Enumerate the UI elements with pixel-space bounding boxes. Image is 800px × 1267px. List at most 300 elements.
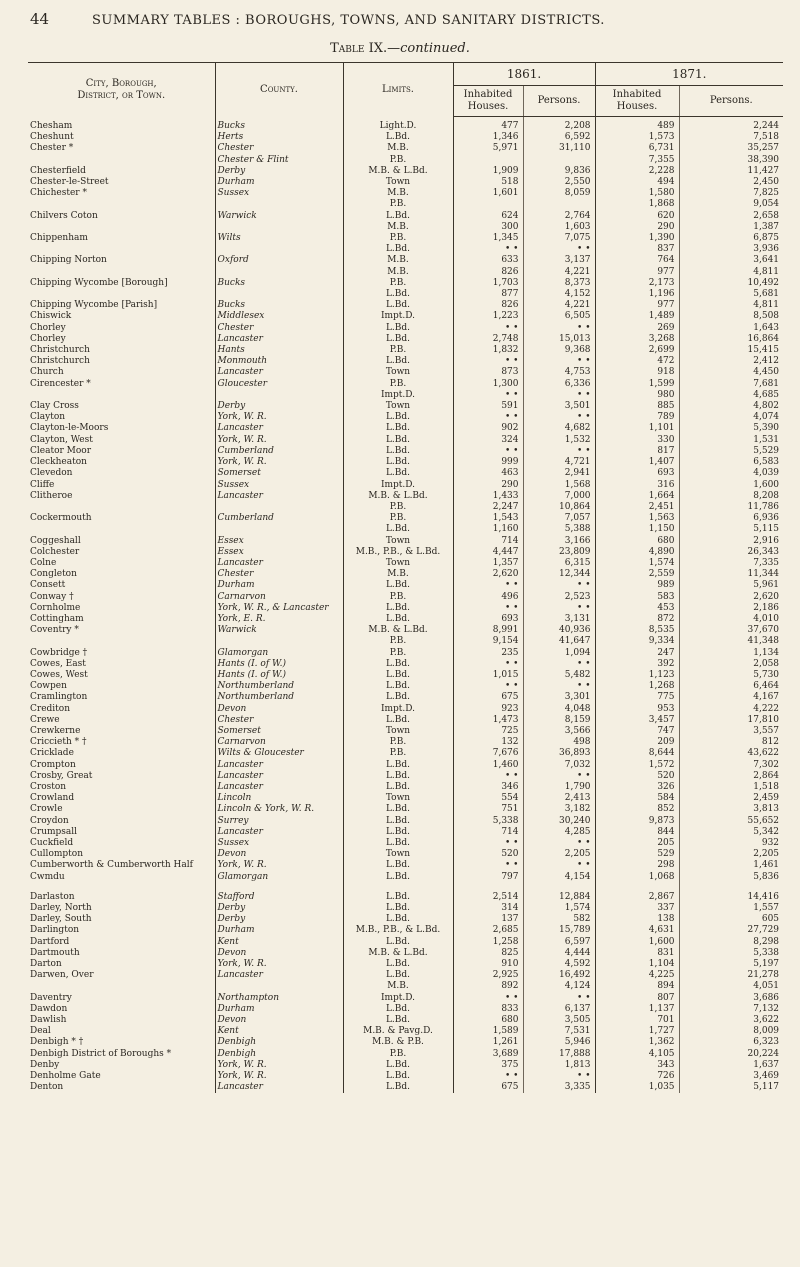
houses-1871-cell: 789 xyxy=(595,412,679,423)
place-cell: Chorley xyxy=(30,322,66,333)
houses-1861-cell: 999 xyxy=(453,457,523,468)
persons-1861-cell xyxy=(523,199,595,210)
houses-1861-cell: 9,154 xyxy=(453,636,523,647)
persons-1871-cell: 6,875 xyxy=(679,233,783,244)
persons-1871-cell: 5,529 xyxy=(679,446,783,457)
houses-1871-cell: 1,573 xyxy=(595,132,679,143)
persons-1861-cell: 1,813 xyxy=(523,1060,595,1071)
houses-1861-cell: 910 xyxy=(453,959,523,970)
persons-1871-cell: 4,167 xyxy=(679,692,783,703)
persons-1871-cell: 8,009 xyxy=(679,1026,783,1037)
county-cell: Monmouth xyxy=(215,356,343,367)
place-cell: Clayton-le-Moors xyxy=(30,423,109,434)
table-row xyxy=(28,289,783,300)
limits-cell: Town xyxy=(343,793,453,804)
county-cell: Essex xyxy=(215,547,343,558)
houses-1871-cell: 680 xyxy=(595,536,679,547)
houses-1861-cell: 7,676 xyxy=(453,748,523,759)
persons-1871-cell: 1,134 xyxy=(679,648,783,659)
persons-1861-cell: 1,790 xyxy=(523,782,595,793)
persons-1871-cell: 6,936 xyxy=(679,513,783,524)
limits-cell: L.Bd. xyxy=(343,1082,453,1093)
limits-cell: L.Bd. xyxy=(343,715,453,726)
persons-1861-cell: 3,301 xyxy=(523,692,595,703)
limits-cell: L.Bd. xyxy=(343,1015,453,1026)
table-row xyxy=(28,625,783,636)
houses-1871-cell: 620 xyxy=(595,211,679,222)
persons-1861-cell: 8,159 xyxy=(523,715,595,726)
houses-1871-cell: 701 xyxy=(595,1015,679,1026)
county-cell: Hants xyxy=(215,345,343,356)
persons-1861-cell: • • xyxy=(523,1071,595,1082)
limits-cell: L.Bd. xyxy=(343,334,453,345)
persons-1871-cell: 1,461 xyxy=(679,860,783,871)
houses-1861-cell: 1,015 xyxy=(453,670,523,681)
persons-1871-cell: 27,729 xyxy=(679,925,783,936)
houses-1861-cell: 2,620 xyxy=(453,569,523,580)
persons-1871-cell: 2,864 xyxy=(679,771,783,782)
table-row xyxy=(28,211,783,222)
table-row xyxy=(28,457,783,468)
houses-1871-cell: 520 xyxy=(595,771,679,782)
houses-1871-cell: 326 xyxy=(595,782,679,793)
persons-1861-cell: 3,131 xyxy=(523,614,595,625)
place-cell: Chiswick xyxy=(30,311,72,322)
county-cell: Lancaster xyxy=(215,491,343,502)
limits-cell: Town xyxy=(343,726,453,737)
houses-1871-cell: 831 xyxy=(595,948,679,959)
houses-1871-cell: 9,873 xyxy=(595,816,679,827)
houses-1871-cell: 1,664 xyxy=(595,491,679,502)
persons-1871-cell: 5,197 xyxy=(679,959,783,970)
table-row xyxy=(28,267,783,278)
persons-1861-cell: 4,048 xyxy=(523,704,595,715)
county-cell: Denbigh xyxy=(215,1037,343,1048)
persons-1861-cell: 4,285 xyxy=(523,827,595,838)
table-row xyxy=(28,816,783,827)
houses-1871-cell: 807 xyxy=(595,993,679,1004)
houses-1871-cell: 989 xyxy=(595,580,679,591)
persons-1871-cell: 38,390 xyxy=(679,155,783,166)
persons-1871-cell: 5,730 xyxy=(679,670,783,681)
table-title: Table IX. xyxy=(330,41,388,56)
county-cell: Kent xyxy=(215,937,343,948)
persons-1861-cell: 3,501 xyxy=(523,401,595,412)
houses-1861-cell: 1,261 xyxy=(453,1037,523,1048)
place-cell xyxy=(28,636,215,647)
persons-1871-cell: 10,492 xyxy=(679,278,783,289)
limits-cell: L.Bd. xyxy=(343,211,453,222)
houses-1861-cell: 346 xyxy=(453,782,523,793)
table-row xyxy=(28,715,783,726)
limits-cell: Town xyxy=(343,536,453,547)
county-cell xyxy=(215,289,343,300)
persons-1871-cell: 4,051 xyxy=(679,981,783,992)
houses-1861-cell: 826 xyxy=(453,300,523,311)
county-cell: Northampton xyxy=(215,993,343,1004)
houses-1871-cell: 209 xyxy=(595,737,679,748)
county-cell: Sussex xyxy=(215,838,343,849)
limits-cell: M.B. xyxy=(343,569,453,580)
houses-1871-cell: 453 xyxy=(595,603,679,614)
table-row xyxy=(28,914,783,925)
place-cell xyxy=(28,981,215,992)
county-cell: Lancaster xyxy=(215,970,343,981)
persons-1861-cell: 16,492 xyxy=(523,970,595,981)
persons-1861-cell xyxy=(523,155,595,166)
houses-1861-cell: • • xyxy=(453,244,523,255)
limits-cell: L.Bd. xyxy=(343,903,453,914)
limits-cell: Town xyxy=(343,367,453,378)
houses-1871-cell: 1,123 xyxy=(595,670,679,681)
persons-1871-cell: 7,132 xyxy=(679,1004,783,1015)
place-cell: Darton xyxy=(30,959,62,970)
limits-cell: L.Bd. xyxy=(343,446,453,457)
county-cell: Lincoln xyxy=(215,793,343,804)
table-row xyxy=(28,117,783,133)
persons-1871-cell: 2,412 xyxy=(679,356,783,367)
page-number: 44 xyxy=(30,10,50,28)
limits-cell: M.B. & L.Bd. xyxy=(343,948,453,959)
houses-1871-cell: 1,489 xyxy=(595,311,679,322)
limits-cell: M.B. & L.Bd. xyxy=(343,625,453,636)
houses-1871-cell: 817 xyxy=(595,446,679,457)
county-cell: Middlesex xyxy=(215,311,343,322)
persons-1871-cell: 26,343 xyxy=(679,547,783,558)
houses-1861-cell: 877 xyxy=(453,289,523,300)
county-cell xyxy=(215,267,343,278)
houses-1871-cell: 330 xyxy=(595,435,679,446)
place-cell: Cottingham xyxy=(30,613,84,624)
limits-cell: L.Bd. xyxy=(343,937,453,948)
persons-1861-cell: • • xyxy=(523,603,595,614)
houses-1861-cell: 5,338 xyxy=(453,816,523,827)
houses-1871-cell: 138 xyxy=(595,914,679,925)
persons-1861-cell: 3,166 xyxy=(523,536,595,547)
place-cell: Denby xyxy=(30,1059,60,1070)
place-cell: Chesham xyxy=(30,120,73,131)
table-row xyxy=(28,692,783,703)
limits-cell: L.Bd. xyxy=(343,681,453,692)
limits-cell: L.Bd. xyxy=(343,760,453,771)
county-cell: Chester xyxy=(215,715,343,726)
county-cell: Wilts xyxy=(215,233,343,244)
persons-1871-cell: 2,916 xyxy=(679,536,783,547)
persons-1871-cell: 1,387 xyxy=(679,222,783,233)
table-row xyxy=(28,760,783,771)
county-cell: Lancaster xyxy=(215,827,343,838)
place-cell: Darlaston xyxy=(30,891,75,902)
table-row xyxy=(28,838,783,849)
place-cell: Chippenham xyxy=(30,233,88,244)
persons-1861-cell: 3,182 xyxy=(523,804,595,815)
limits-cell: L.Bd. xyxy=(343,914,453,925)
persons-1871-cell: 2,658 xyxy=(679,211,783,222)
persons-1861-cell: 6,597 xyxy=(523,937,595,948)
county-cell: Chester xyxy=(215,143,343,154)
place-cell: Cumberworth & Cumberworth Half xyxy=(30,860,193,871)
header-houses-1871: Inhabited Houses. xyxy=(595,86,679,117)
houses-1871-cell: 337 xyxy=(595,903,679,914)
limits-cell: L.Bd. xyxy=(343,1071,453,1082)
houses-1861-cell: 324 xyxy=(453,435,523,446)
table-row xyxy=(28,670,783,681)
houses-1861-cell: 132 xyxy=(453,737,523,748)
houses-1871-cell: 8,535 xyxy=(595,625,679,636)
table-row xyxy=(28,143,783,154)
houses-1871-cell: 3,268 xyxy=(595,334,679,345)
limits-cell: L.Bd. xyxy=(343,614,453,625)
place-cell: Crediton xyxy=(30,703,70,714)
houses-1861-cell: 725 xyxy=(453,726,523,737)
houses-1871-cell: 1,035 xyxy=(595,1082,679,1093)
county-cell: York, W. R., & Lancaster xyxy=(215,603,343,614)
header-houses-1861: Inhabited Houses. xyxy=(453,86,523,117)
table-caption xyxy=(0,41,800,56)
houses-1871-cell: 9,334 xyxy=(595,636,679,647)
houses-1861-cell: 714 xyxy=(453,827,523,838)
place-cell: Crewkerne xyxy=(30,725,81,736)
houses-1861-cell: • • xyxy=(453,446,523,457)
county-cell: Northumberland xyxy=(215,692,343,703)
limits-cell: L.Bd. xyxy=(343,412,453,423)
table-row xyxy=(28,993,783,1004)
table-row xyxy=(28,1060,783,1071)
county-cell: Wilts & Gloucester xyxy=(215,748,343,759)
houses-1871-cell: 1,599 xyxy=(595,379,679,390)
houses-1861-cell: 923 xyxy=(453,704,523,715)
table-row xyxy=(28,435,783,446)
houses-1861-cell: • • xyxy=(453,412,523,423)
limits-cell: L.Bd. xyxy=(343,782,453,793)
persons-1871-cell: 5,836 xyxy=(679,872,783,883)
houses-1861-cell: 591 xyxy=(453,401,523,412)
limits-cell: L.Bd. xyxy=(343,872,453,883)
place-cell: Chilvers Coton xyxy=(30,210,98,221)
persons-1861-cell: 3,505 xyxy=(523,1015,595,1026)
persons-1871-cell: 2,244 xyxy=(679,117,783,133)
county-cell: Essex xyxy=(215,536,343,547)
table-row xyxy=(28,1037,783,1048)
persons-1871-cell: 3,641 xyxy=(679,255,783,266)
county-cell: York, W. R. xyxy=(215,1060,343,1071)
table-row xyxy=(28,423,783,434)
table-row xyxy=(28,155,783,166)
place-cell: Crowle xyxy=(30,804,63,815)
header-limits: Limits. xyxy=(343,63,453,117)
persons-1871-cell: 2,450 xyxy=(679,177,783,188)
houses-1871-cell: 1,268 xyxy=(595,681,679,692)
county-cell: Carnarvon xyxy=(215,737,343,748)
houses-1861-cell: 1,160 xyxy=(453,524,523,535)
houses-1871-cell: 894 xyxy=(595,981,679,992)
table-row xyxy=(28,860,783,871)
houses-1861-cell: • • xyxy=(453,681,523,692)
county-cell xyxy=(215,502,343,513)
table-row xyxy=(28,311,783,322)
county-cell: Chester xyxy=(215,323,343,334)
county-cell xyxy=(215,636,343,647)
persons-1861-cell: 36,893 xyxy=(523,748,595,759)
persons-1871-cell: 3,936 xyxy=(679,244,783,255)
place-cell: Cheshunt xyxy=(30,132,74,143)
houses-1861-cell: 4,447 xyxy=(453,547,523,558)
houses-1861-cell: 1,357 xyxy=(453,558,523,569)
table-row xyxy=(28,827,783,838)
county-cell: Warwick xyxy=(215,625,343,636)
place-cell: Coventry * xyxy=(30,625,79,636)
limits-cell: L.Bd. xyxy=(343,1004,453,1015)
table-row xyxy=(28,278,783,289)
place-cell xyxy=(28,199,215,210)
table-row xyxy=(28,166,783,177)
persons-1861-cell: 498 xyxy=(523,737,595,748)
persons-1871-cell: 1,557 xyxy=(679,903,783,914)
persons-1861-cell: 2,764 xyxy=(523,211,595,222)
persons-1861-cell: 7,000 xyxy=(523,491,595,502)
county-cell: Lancaster xyxy=(215,782,343,793)
persons-1861-cell: 30,240 xyxy=(523,816,595,827)
table-row xyxy=(28,524,783,535)
houses-1861-cell: 1,601 xyxy=(453,188,523,199)
county-cell: Hants (I. of W.) xyxy=(215,659,343,670)
houses-1861-cell: 554 xyxy=(453,793,523,804)
persons-1861-cell: 10,864 xyxy=(523,502,595,513)
county-cell: Devon xyxy=(215,1015,343,1026)
limits-cell: M.B. xyxy=(343,267,453,278)
persons-1871-cell: 20,224 xyxy=(679,1049,783,1060)
limits-cell: Light.D. xyxy=(343,117,453,133)
table-row xyxy=(28,334,783,345)
persons-1861-cell: 7,032 xyxy=(523,760,595,771)
county-cell: Lancaster xyxy=(215,334,343,345)
limits-cell: M.B. xyxy=(343,255,453,266)
persons-1861-cell: 5,482 xyxy=(523,670,595,681)
place-cell: Dartmouth xyxy=(30,947,80,958)
limits-cell: L.Bd. xyxy=(343,827,453,838)
persons-1871-cell: 6,464 xyxy=(679,681,783,692)
county-cell: Glamorgan xyxy=(215,648,343,659)
houses-1861-cell: 1,703 xyxy=(453,278,523,289)
place-cell: Denton xyxy=(30,1082,64,1093)
table-row xyxy=(28,580,783,591)
houses-1861-cell: • • xyxy=(453,771,523,782)
county-cell: Bucks xyxy=(215,278,343,289)
county-cell: Derby xyxy=(215,914,343,925)
persons-1861-cell: 1,094 xyxy=(523,648,595,659)
table-row xyxy=(28,480,783,491)
county-cell: Lancaster xyxy=(215,771,343,782)
limits-cell: Impt.D. xyxy=(343,390,453,401)
houses-1861-cell: 1,589 xyxy=(453,1026,523,1037)
houses-1861-cell: 8,991 xyxy=(453,625,523,636)
table-row xyxy=(28,177,783,188)
persons-1861-cell: 40,936 xyxy=(523,625,595,636)
houses-1871-cell: 872 xyxy=(595,614,679,625)
header-persons-1861: Persons. xyxy=(523,86,595,117)
persons-1871-cell: 4,802 xyxy=(679,401,783,412)
limits-cell: P.B. xyxy=(343,513,453,524)
place-cell: Cuckfield xyxy=(30,838,74,848)
county-cell: Sussex xyxy=(215,188,343,199)
houses-1871-cell: 852 xyxy=(595,804,679,815)
houses-1861-cell: 290 xyxy=(453,480,523,491)
persons-1861-cell: 12,884 xyxy=(523,892,595,903)
persons-1871-cell: 5,338 xyxy=(679,948,783,959)
table-row xyxy=(28,1004,783,1015)
persons-1861-cell: 8,373 xyxy=(523,278,595,289)
place-cell: Chichester * xyxy=(30,188,87,199)
limits-cell: P.B. xyxy=(343,155,453,166)
persons-1861-cell: 17,888 xyxy=(523,1049,595,1060)
persons-1861-cell: • • xyxy=(523,390,595,401)
place-cell: Chipping Wycombe [Borough] xyxy=(30,277,168,288)
county-cell: Derby xyxy=(215,166,343,177)
limits-cell: M.B., P.B., & L.Bd. xyxy=(343,925,453,936)
table-row xyxy=(28,592,783,603)
persons-1861-cell: 2,941 xyxy=(523,468,595,479)
table-row xyxy=(28,558,783,569)
houses-1861-cell: 873 xyxy=(453,367,523,378)
persons-1861-cell: 582 xyxy=(523,914,595,925)
persons-1861-cell: 4,152 xyxy=(523,289,595,300)
county-cell: Denbigh xyxy=(215,1049,343,1060)
persons-1861-cell: 6,315 xyxy=(523,558,595,569)
place-cell: Cowes, West xyxy=(30,669,88,680)
place-cell xyxy=(28,524,215,535)
houses-1871-cell: 583 xyxy=(595,592,679,603)
persons-1871-cell: 6,583 xyxy=(679,457,783,468)
houses-1861-cell: 1,473 xyxy=(453,715,523,726)
place-cell: Crowland xyxy=(30,793,75,804)
houses-1861-cell: 675 xyxy=(453,692,523,703)
county-cell xyxy=(215,390,343,401)
limits-cell: L.Bd. xyxy=(343,356,453,367)
county-cell: Glamorgan xyxy=(215,872,343,883)
limits-cell: L.Bd. xyxy=(343,603,453,614)
persons-1871-cell: 35,257 xyxy=(679,143,783,154)
header-1861: 1861. xyxy=(453,63,595,86)
houses-1861-cell: 833 xyxy=(453,1004,523,1015)
persons-1861-cell: 2,523 xyxy=(523,592,595,603)
houses-1871-cell: 8,644 xyxy=(595,748,679,759)
limits-cell: Town xyxy=(343,558,453,569)
houses-1871-cell: 4,105 xyxy=(595,1049,679,1060)
table-row xyxy=(28,446,783,457)
limits-cell: L.Bd. xyxy=(343,892,453,903)
place-cell: Dawlish xyxy=(30,1015,67,1026)
houses-1861-cell xyxy=(453,155,523,166)
table-row xyxy=(28,323,783,334)
persons-1861-cell: 2,208 xyxy=(523,117,595,133)
houses-1871-cell: 693 xyxy=(595,468,679,479)
place-cell: Conway † xyxy=(30,591,74,602)
table-row xyxy=(28,937,783,948)
header-persons-1871: Persons. xyxy=(679,86,783,117)
limits-cell: L.Bd. xyxy=(343,524,453,535)
persons-1861-cell: • • xyxy=(523,659,595,670)
county-cell: Lancaster xyxy=(215,423,343,434)
place-cell: Colne xyxy=(30,557,57,568)
place-cell: Cornholme xyxy=(30,602,81,613)
county-cell: Derby xyxy=(215,903,343,914)
houses-1871-cell: 4,631 xyxy=(595,925,679,936)
place-cell: Cramlington xyxy=(30,692,88,703)
table-row xyxy=(28,737,783,748)
houses-1871-cell: 1,563 xyxy=(595,513,679,524)
running-head: SUMMARY TABLES : BOROUGHS, TOWNS, AND SANITARY DISTRICTS. xyxy=(92,13,605,28)
houses-1871-cell: 1,101 xyxy=(595,423,679,434)
